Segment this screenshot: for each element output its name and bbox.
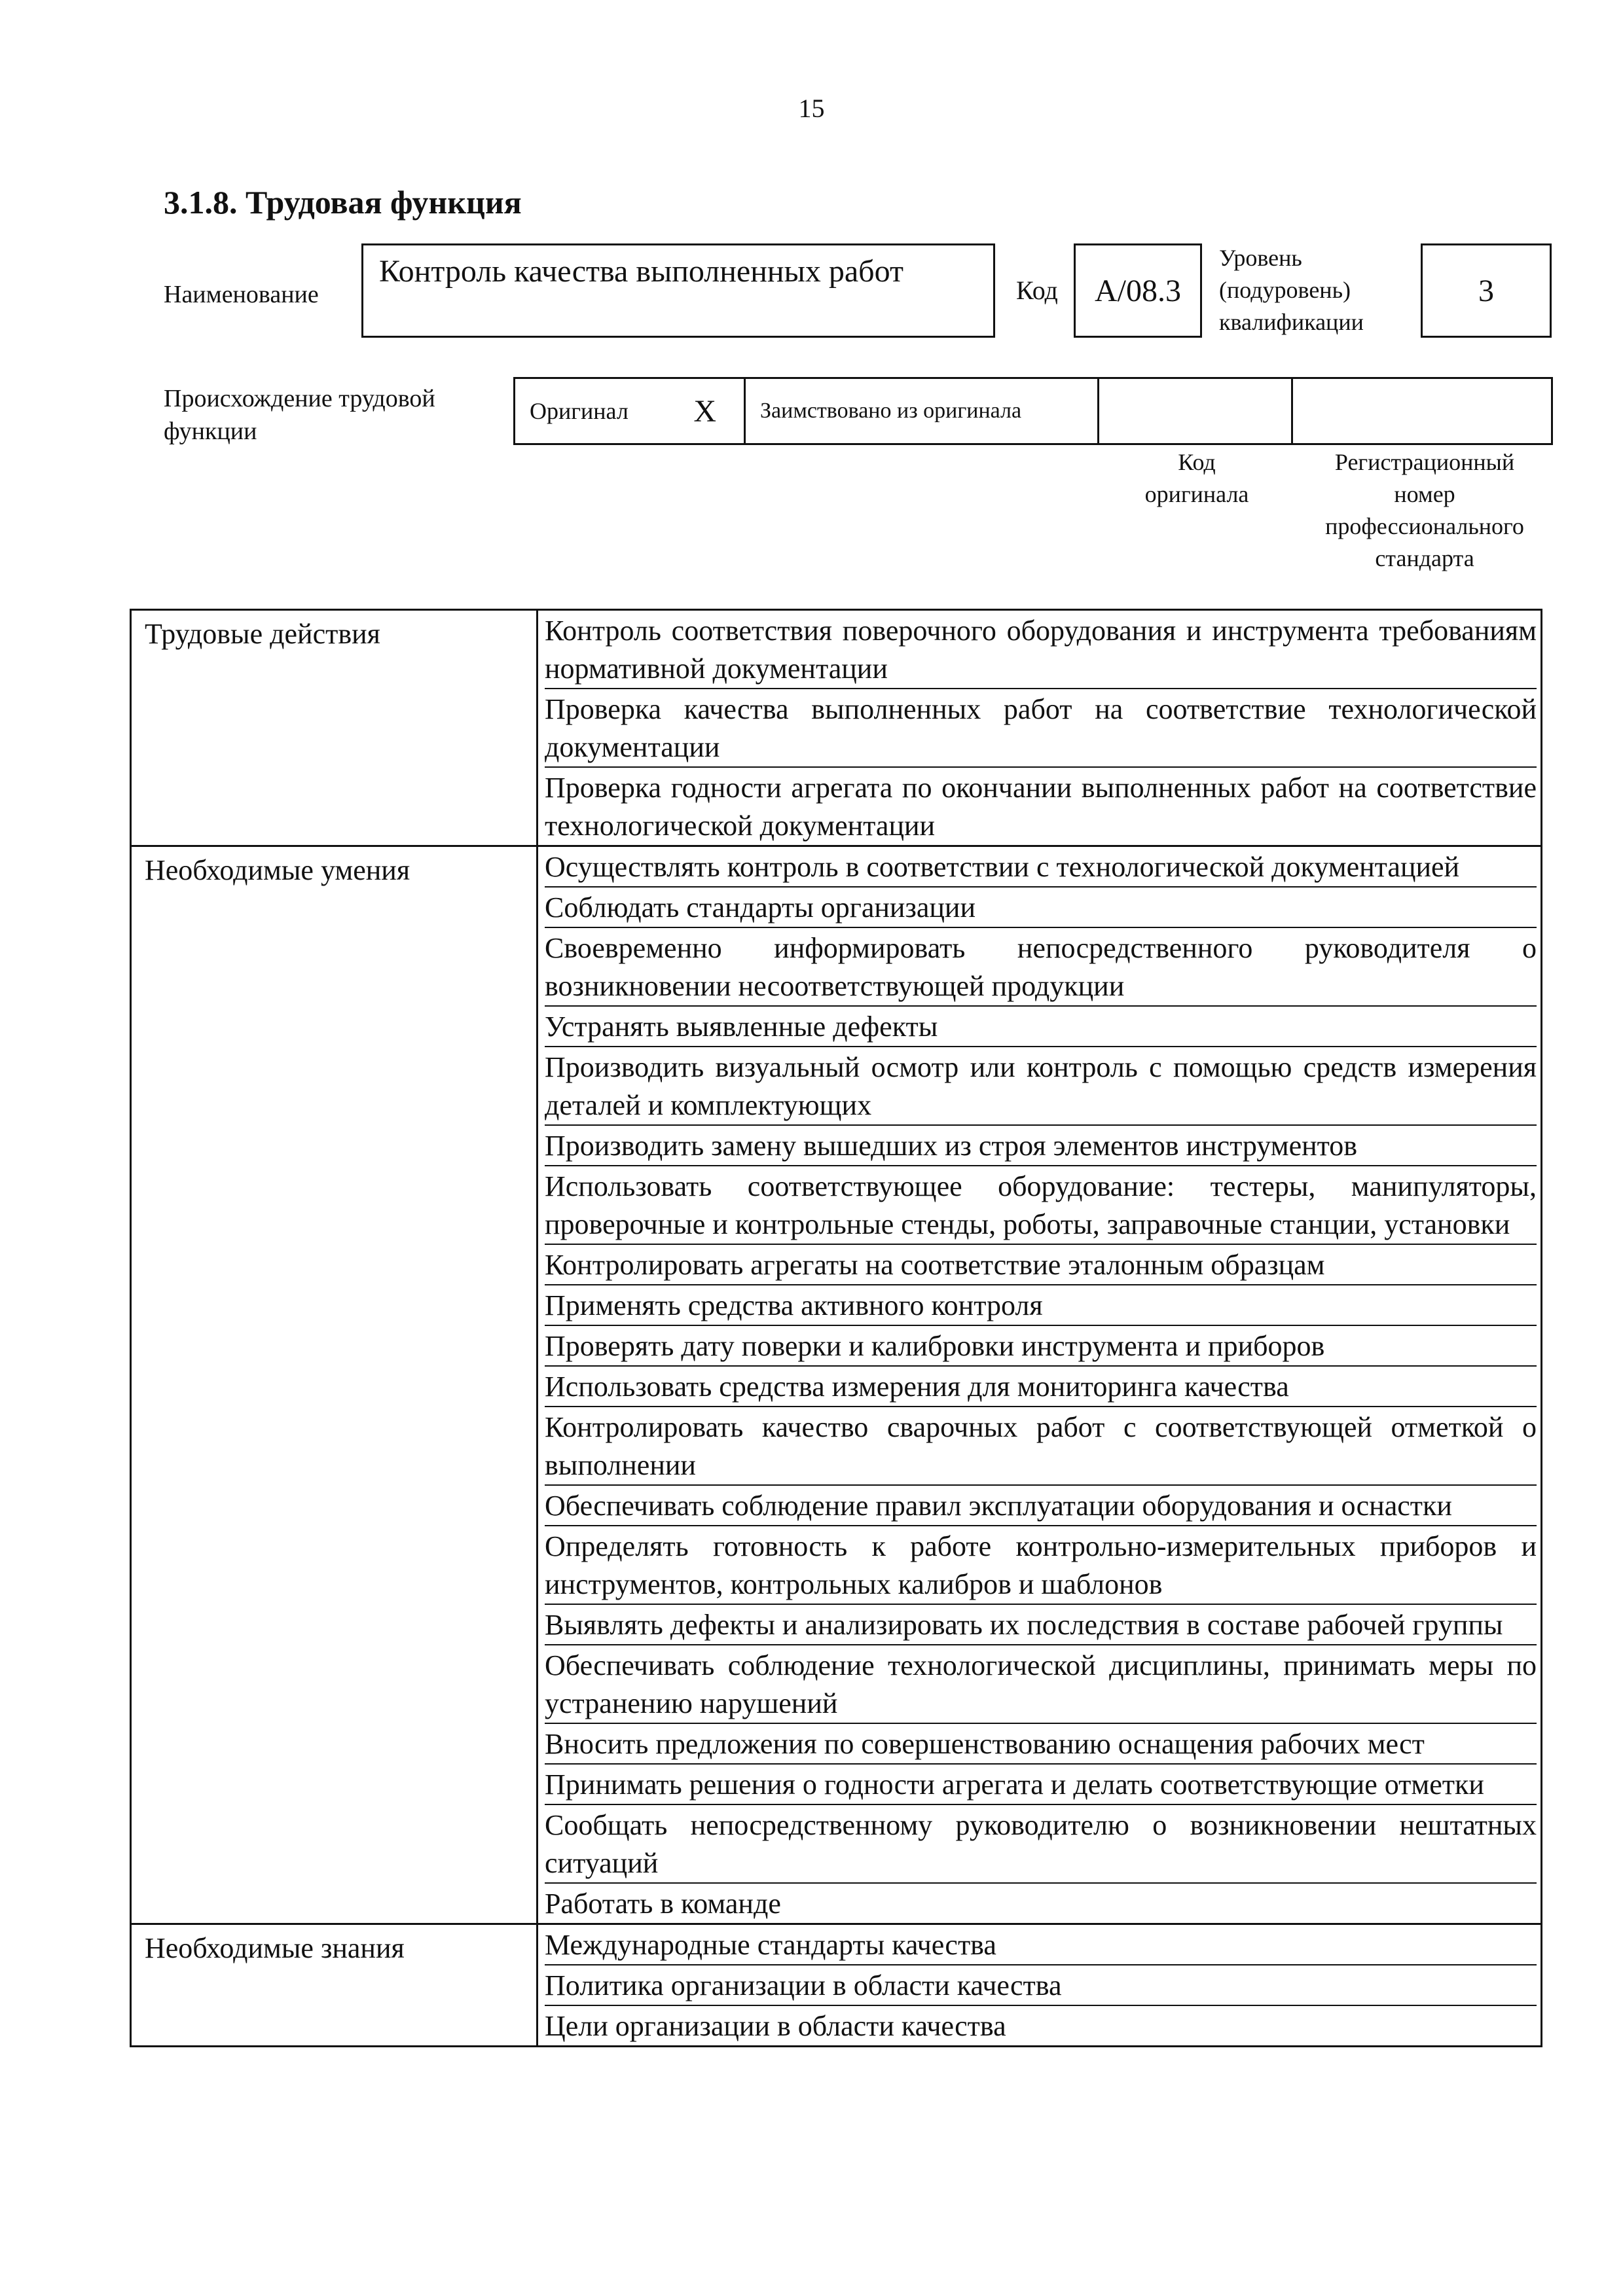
origin-label: [164, 382, 435, 448]
list-item: Проверка качества выполненных работ на соответствие технологической документации: [545, 689, 1537, 768]
list-item: Использовать соответствующее оборудование: тестеры, манипуляторы, проверочные и контрольные стенды, роботы, заправочные станции, установки: [545, 1166, 1537, 1245]
original-code-caption: [1100, 446, 1294, 511]
list-item: Политика организации в области качества: [545, 1965, 1537, 2006]
section-title-cell: Трудовые действия: [131, 610, 538, 846]
function-code-field: А/08.3: [1074, 243, 1202, 338]
level-label-line: квалификации: [1219, 309, 1364, 335]
original-mark: X: [693, 393, 716, 429]
list-item: Обеспечивать соблюдение технологической дисциплины, принимать меры по устранению нарушений: [545, 1645, 1537, 1724]
list-item: Проверять дату поверки и калибровки инструмента и приборов: [545, 1326, 1537, 1367]
section-row: [131, 1924, 1542, 2047]
borrowed-cell: Заимствовано из оригинала: [746, 379, 1099, 443]
list-item: Соблюдать стандарты организации: [545, 888, 1537, 928]
list-item: Определять готовность к работе контрольно-измерительных приборов и инструментов, контрольных калибров и шаблонов: [545, 1526, 1537, 1605]
caption-line: профессионального: [1325, 513, 1524, 539]
section-title: 3.1.8. Трудовая функция: [164, 184, 522, 221]
list-item: Цели организации в области качества: [545, 2010, 1006, 2042]
list-item: Применять средства активного контроля: [545, 1285, 1537, 1326]
caption-line: номер: [1394, 481, 1455, 507]
list-item: Проверка годности агрегата по окончании выполненных работ на соответствие технологической документации: [545, 772, 1537, 842]
list-item: Производить замену вышедших из строя элементов инструментов: [545, 1126, 1537, 1166]
code-label: Код: [1016, 276, 1058, 305]
list-item: Контролировать агрегаты на соответствие эталонным образцам: [545, 1245, 1537, 1285]
page-number: 15: [798, 94, 825, 123]
caption-line: стандарта: [1375, 545, 1474, 571]
caption-line: Регистрационный: [1334, 449, 1515, 475]
list-item: Осуществлять контроль в соответствии с технологической документацией: [545, 847, 1537, 888]
section-row: [131, 610, 1542, 846]
level-label-line: Уровень: [1219, 245, 1302, 271]
original-cell: [515, 379, 746, 443]
list-item: Контролировать качество сварочных работ с соответствующей отметкой о выполнении: [545, 1407, 1537, 1486]
caption-line: оригинала: [1144, 481, 1249, 507]
original-code-cell: [1099, 379, 1293, 443]
registration-number-cell: [1293, 379, 1551, 443]
level-label-line: (подуровень): [1219, 277, 1351, 303]
list-item: Обеспечивать соблюдение правил эксплуатации оборудования и оснастки: [545, 1486, 1537, 1526]
caption-line: Код: [1178, 449, 1216, 475]
function-name-field: Контроль качества выполненных работ: [361, 243, 995, 338]
list-item: Вносить предложения по совершенствованию оснащения рабочих мест: [545, 1724, 1537, 1765]
section-items-cell: [538, 610, 1542, 846]
sections-body: [131, 610, 1542, 2047]
list-item: Использовать средства измерения для мониторинга качества: [545, 1367, 1537, 1407]
original-label: Оригинал: [530, 398, 629, 424]
registration-number-caption: [1296, 446, 1553, 575]
list-item: Международные стандарты качества: [545, 1925, 1537, 1965]
level-label: [1219, 242, 1364, 338]
section-title-cell: Необходимые знания: [131, 1924, 538, 2047]
name-label: Наименование: [164, 281, 319, 308]
list-item: Принимать решения о годности агрегата и делать соответствующие отметки: [545, 1765, 1537, 1805]
section-items-cell: [538, 846, 1542, 1924]
section-row: [131, 846, 1542, 1924]
origin-label-line: функции: [164, 418, 257, 445]
origin-table: [513, 377, 1553, 445]
list-item: Выявлять дефекты и анализировать их последствия в составе рабочей группы: [545, 1605, 1537, 1645]
section-items-cell: [538, 1924, 1542, 2047]
origin-label-line: Происхождение трудовой: [164, 385, 435, 412]
list-item: Производить визуальный осмотр или контроль с помощью средств измерения деталей и комплектующих: [545, 1047, 1537, 1126]
list-item: Контроль соответствия поверочного оборудования и инструмента требованиям нормативной документации: [545, 611, 1537, 689]
list-item: Устранять выявленные дефекты: [545, 1007, 1537, 1047]
qualification-level-field: 3: [1421, 243, 1552, 338]
list-item: Работать в команде: [545, 1888, 781, 1920]
list-item: Своевременно информировать непосредственного руководителя о возникновении несоответствующей продукции: [545, 928, 1537, 1007]
section-title-cell: Необходимые умения: [131, 846, 538, 1924]
list-item: Сообщать непосредственному руководителю о возникновении нештатных ситуаций: [545, 1805, 1537, 1884]
function-details-table: [130, 609, 1542, 2047]
